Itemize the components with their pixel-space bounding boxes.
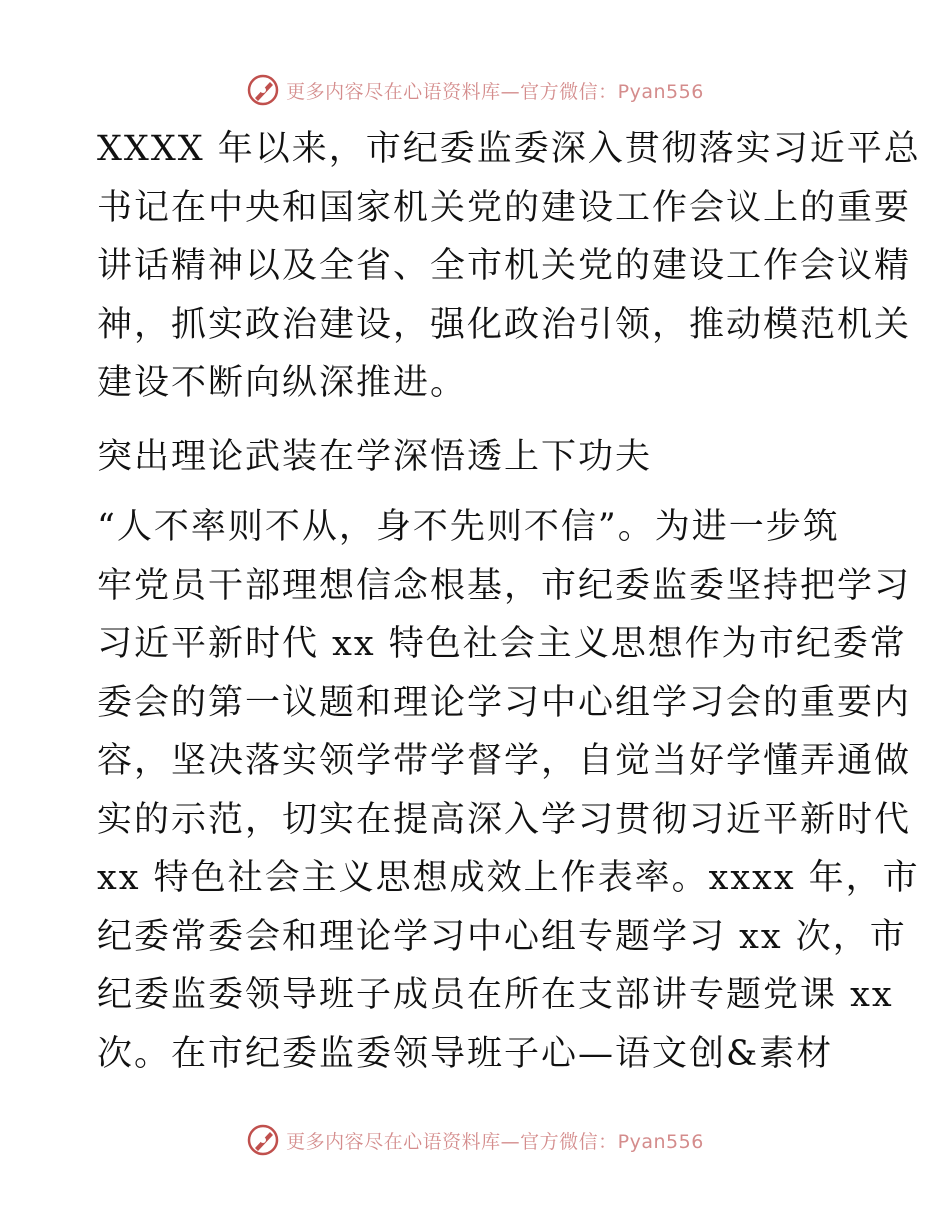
section-heading: 突出理论武装在学深悟透上下功夫	[97, 436, 653, 477]
text-line: 委会的第一议题和理论学习中心组学习会的重要内	[97, 682, 912, 723]
text-line: 纪委常委会和理论学习中心组专题学习 xx 次，市	[97, 916, 907, 957]
footer-watermark	[0, 1120, 950, 1160]
text-line: 建设不断向纵深推进。	[97, 363, 468, 403]
footer-banner-text: 更多内容尽在心语资料库—官方微信：Pyan556	[286, 1130, 704, 1153]
text-line: xx 特色社会主义思想成效上作表率。xxxx 年，市	[97, 858, 920, 898]
text-line: 容，坚决落实领学带学督学，自觉当好学懂弄通做	[97, 741, 912, 781]
text-line: 牢党员干部理想信念根基，市纪委监委坚持把学习	[97, 565, 912, 606]
text-line: 实的示范，切实在提高深入学习贯彻习近平新时代	[97, 799, 912, 840]
text-line: 次。在市纪委监委领导班子心—语文创&素材	[97, 1033, 834, 1074]
text-line: 神，抓实政治建设，强化政治引领，推动模范机关	[97, 304, 912, 345]
header-banner-text: 更多内容尽在心语资料库—官方微信：Pyan556	[286, 80, 704, 103]
intro-paragraph	[97, 120, 921, 413]
document-body	[97, 120, 921, 1083]
text-line: 书记在中央和国家机关党的建设工作会议上的重要	[97, 187, 912, 228]
text-line: 习近平新时代 xx 特色社会主义思想作为市纪委常	[97, 624, 907, 664]
text-line: XXXX 年以来，市纪委监委深入贯彻落实习近平总	[97, 129, 921, 169]
text-line: 纪委监委领导班子成员在所在支部讲专题党课 xx	[97, 975, 894, 1015]
body-paragraph	[97, 498, 920, 1083]
header-watermark	[0, 70, 950, 110]
pen-logo-icon	[246, 73, 280, 107]
text-line: 讲话精神以及全省、全市机关党的建设工作会议精	[97, 246, 912, 286]
pen-logo-icon	[246, 1123, 280, 1157]
text-line: “人不率则不从，身不先则不信”。为进一步筑	[97, 507, 840, 547]
